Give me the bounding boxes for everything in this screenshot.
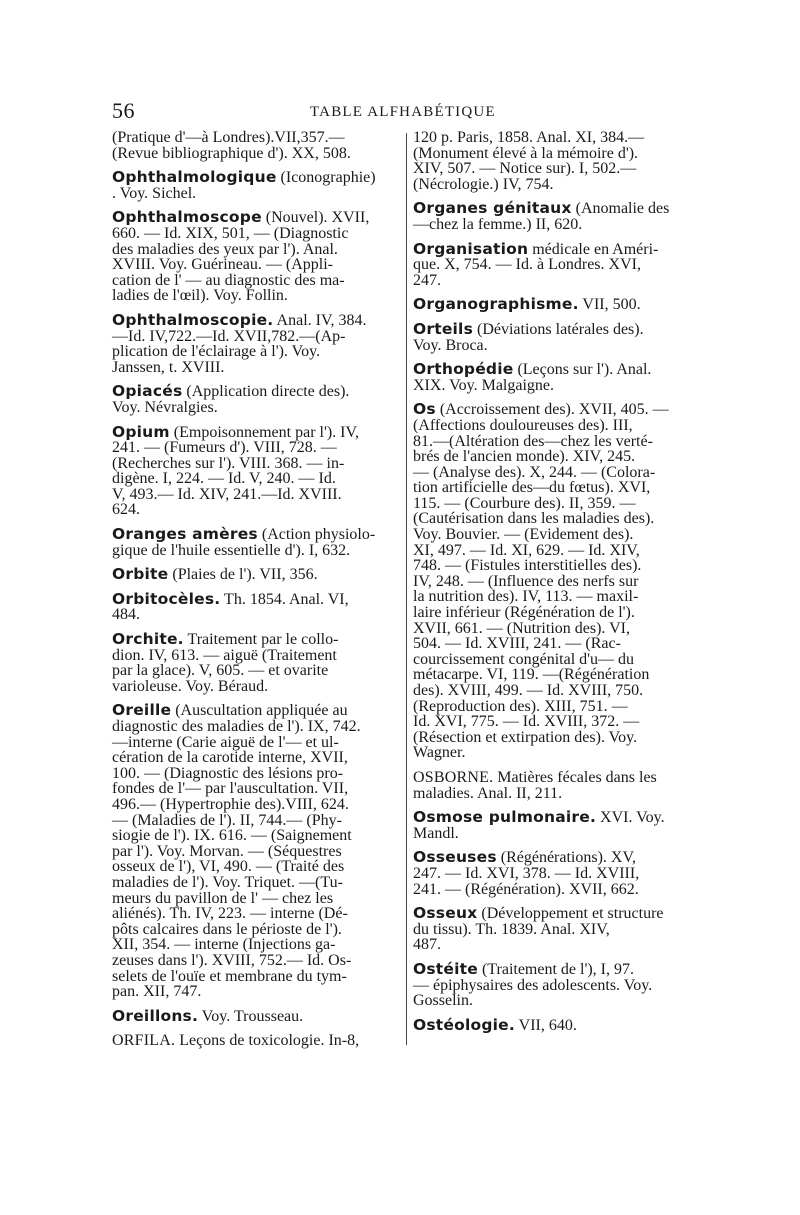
entry-text: plication de l'éclairage à l'). Voy. xyxy=(112,343,321,361)
entry-text: siogie de l'). IX. 616. — (Saignement xyxy=(112,827,352,845)
entry-text: Leçons de toxicologie. In-8, xyxy=(179,1032,360,1050)
entry-line xyxy=(413,786,709,802)
entry-line xyxy=(112,146,404,162)
entry-text: du tissu). Th. 1839. Anal. XIV, xyxy=(413,920,610,938)
entry-text: 484. xyxy=(112,606,140,624)
entry-line xyxy=(112,400,404,416)
index-entry xyxy=(413,810,709,841)
entry-line xyxy=(413,993,709,1009)
entry-line xyxy=(112,937,404,953)
entry-text: Matières fécales dans les xyxy=(497,768,657,786)
entry-headword: Orthopédie xyxy=(413,360,514,379)
entry-text: XI, 497. — Id. XI, 629. — Id. XIV, xyxy=(413,541,640,559)
entry-line xyxy=(413,810,709,826)
entry-headword: Opiacés xyxy=(112,382,183,401)
entry-text: maladies. Anal. II, 211. xyxy=(413,784,563,802)
entry-text: Anal. IV, 384. xyxy=(276,311,367,329)
entry-text: pan. XII, 747. xyxy=(112,983,202,1001)
entry-text: —chez la femme.) II, 620. xyxy=(413,215,583,233)
entry-text: (Nécrologie.) IV, 754. xyxy=(413,175,554,193)
entry-line xyxy=(112,735,404,751)
entry-line xyxy=(413,574,709,590)
entry-text: 115. — (Courbure des). II, 359. — xyxy=(413,494,636,512)
entry-text: Janssen, t. XVIII. xyxy=(112,358,225,376)
entry-line xyxy=(112,922,404,938)
entry-text: — épiphysaires des adolescents. Voy. xyxy=(413,976,653,994)
entry-text: (Action physiolo- xyxy=(261,526,376,544)
entry-text: (Plaies de l'). VII, 356. xyxy=(172,566,318,584)
entry-line xyxy=(112,750,404,766)
entry-text: (Déviations latérales des). xyxy=(477,320,644,338)
entry-text: Voy. Névralgies. xyxy=(112,398,218,416)
entry-headword: Orbitocèles. xyxy=(112,589,221,608)
entry-text: Gosselin. xyxy=(413,992,473,1010)
entry-text: métacarpe. VI, 119. —(Régénération xyxy=(413,666,650,684)
entry-text: brés de l'ancien monde). XIV, 245. xyxy=(413,448,636,466)
entry-line xyxy=(413,959,709,978)
entry-headword: Opium xyxy=(112,422,170,441)
entry-line xyxy=(112,527,404,543)
entry-line xyxy=(112,953,404,969)
entry-line xyxy=(112,589,404,608)
entry-line xyxy=(112,257,404,273)
entry-line xyxy=(112,288,404,304)
entry-line xyxy=(112,797,404,813)
index-entry xyxy=(413,319,709,354)
entry-line xyxy=(112,607,404,623)
entry-text: Mandl. xyxy=(413,824,459,842)
index-entry xyxy=(413,770,709,801)
entry-text: Traitement par le collo- xyxy=(187,631,339,649)
entry-line xyxy=(112,502,404,518)
entry-text: XIX. Voy. Malgaigne. xyxy=(413,376,555,394)
entry-line xyxy=(112,487,404,503)
entry-line xyxy=(413,922,709,938)
entry-line xyxy=(413,402,709,418)
entry-line xyxy=(112,679,404,695)
entry-line xyxy=(112,384,404,400)
entry-text: 504. — Id. XVIII, 241. — (Rac- xyxy=(413,635,621,653)
entry-text: selets de l'ouïe et membrane du tym- xyxy=(112,967,347,985)
entry-text: XVIII. Voy. Guérineau. — (Appli- xyxy=(112,256,333,274)
entry-headword: ORFILA. xyxy=(112,1032,176,1050)
entry-text: 100. — (Diagnostic des lésions pro- xyxy=(112,764,344,782)
entry-headword: Organes génitaux xyxy=(413,199,572,218)
entry-text: (Recherches sur l'). VIII. 368. — in- xyxy=(112,454,345,472)
entry-line xyxy=(112,242,404,258)
entry-line xyxy=(112,906,404,922)
entry-text: courcissement congénital d'u— du xyxy=(413,650,635,668)
entry-headword: Osmose pulmonaire. xyxy=(413,808,597,827)
entry-line xyxy=(413,699,709,715)
entry-text: des). XVIII, 499. — Id. XVIII, 750. xyxy=(413,682,644,699)
entry-text: 247. xyxy=(413,271,441,289)
entry-text: laire inférieur (Régénération de l'). xyxy=(413,604,635,622)
index-entry xyxy=(112,170,404,201)
entry-line xyxy=(112,719,404,735)
entry-text: zeuses dans l'). XVIII, 752.— Id. Os- xyxy=(112,951,352,969)
entry-line xyxy=(413,146,709,162)
entry-text: Voy. Bouvier. — (Evidement des). xyxy=(413,526,634,544)
entry-text: que. X, 754. — Id. à Londres. XVI, xyxy=(413,256,641,274)
entry-line xyxy=(112,891,404,907)
index-entry xyxy=(413,402,709,761)
entry-line xyxy=(413,826,709,842)
index-entry xyxy=(413,850,709,897)
entry-text: (Traitement de l'), I, 97. xyxy=(481,960,635,978)
entry-text: (Application directe des). xyxy=(186,383,350,401)
entry-line xyxy=(112,471,404,487)
entry-line xyxy=(112,543,404,559)
entry-line xyxy=(413,378,709,394)
entry-line xyxy=(413,667,709,683)
entry-line xyxy=(413,1015,709,1034)
entry-text: cération de la carotide interne, XVII, xyxy=(112,749,348,767)
entry-text: dion. IV, 613. — aiguë (Traitement xyxy=(112,646,337,664)
entry-line xyxy=(413,496,709,512)
entry-line xyxy=(413,770,709,786)
index-entry xyxy=(112,632,404,694)
entry-line xyxy=(413,589,709,605)
entry-line xyxy=(112,703,404,719)
entry-line xyxy=(413,683,709,699)
entry-line xyxy=(413,338,709,354)
entry-line xyxy=(413,621,709,637)
page-number: 56 xyxy=(112,98,135,123)
entry-line xyxy=(112,170,404,186)
entry-line xyxy=(413,201,709,217)
entry-text: (Iconographie) xyxy=(280,169,376,187)
entry-text: — (Maladies de l'). II, 744.— (Phy- xyxy=(112,811,342,829)
entry-line xyxy=(112,226,404,242)
entry-text: par l'). Voy. Morvan. — (Séquestres xyxy=(112,842,342,860)
index-entry xyxy=(413,362,709,393)
entry-line xyxy=(413,866,709,882)
entry-headword: Oreille xyxy=(112,701,172,720)
entry-text: Voy. Trousseau. xyxy=(201,1007,304,1025)
entry-headword: Ophthalmologique xyxy=(112,168,277,187)
entry-text: (Cautérisation dans les maladies des). xyxy=(413,510,655,528)
entry-text: VII, 500. xyxy=(582,296,641,314)
entry-line xyxy=(112,632,404,648)
entry-text: (Nouvel). XVII, xyxy=(265,209,370,227)
entry-line xyxy=(413,161,709,177)
entry-text: (Anomalie des xyxy=(575,200,670,218)
entry-text: (Revue bibliographique d'). XX, 508. xyxy=(112,144,351,162)
entry-headword: Organographisme. xyxy=(413,295,579,314)
right-column xyxy=(413,130,709,1042)
entry-line xyxy=(112,273,404,289)
entry-text: meurs du pavillon de l' — chez les xyxy=(112,889,334,907)
entry-line xyxy=(413,543,709,559)
entry-line xyxy=(112,440,404,456)
entry-line xyxy=(112,310,404,329)
entry-text: V, 493.— Id. XIV, 241.—Id. XVIII. xyxy=(112,485,342,503)
entry-line xyxy=(112,360,404,376)
entry-text: par la glace). V, 605. — et ovarite xyxy=(112,662,329,680)
entry-line xyxy=(413,418,709,434)
entry-headword: Oreillons. xyxy=(112,1006,199,1025)
entry-text: médicale en Améri- xyxy=(532,240,659,258)
entry-text: maladies de l'). Voy. Triquet. —(Tu- xyxy=(112,873,343,891)
entry-text: XIV, 507. — Notice sur). I, 502.— xyxy=(413,160,637,178)
entry-line xyxy=(112,859,404,875)
entry-text: 624. xyxy=(112,501,140,519)
entry-text: —Id. IV,722.—Id. XVII,782.—(Ap- xyxy=(112,327,346,345)
entry-line xyxy=(413,745,709,761)
entry-line xyxy=(413,558,709,574)
entry-line xyxy=(112,813,404,829)
entry-headword: Osseuses xyxy=(413,848,497,867)
entry-text: (Régénérations). XV, xyxy=(500,849,636,867)
entry-text: 748. — (Fistules interstitielles des). xyxy=(413,557,642,575)
entry-text: la nutrition des). IV, 113. — maxil- xyxy=(413,588,639,606)
entry-line xyxy=(112,567,404,583)
entry-text: (Auscultation appliquée au xyxy=(175,702,348,720)
index-entry xyxy=(112,703,404,999)
entry-text: IV, 248. — (Influence des nerfs sur xyxy=(413,572,639,590)
entry-text: tion artificielle des—du fœtus). XVI, xyxy=(413,479,651,497)
entry-line xyxy=(413,652,709,668)
index-entry xyxy=(112,422,404,519)
entry-text: —interne (Carie aiguë de l'— et ul- xyxy=(112,733,339,751)
entry-line xyxy=(413,605,709,621)
entry-headword: Orbite xyxy=(112,565,169,584)
entry-text: aliénés). Th. IV, 223. — interne (Dé- xyxy=(112,905,348,923)
entry-line xyxy=(413,906,709,922)
entry-text: 81.—(Altération des—chez les verté- xyxy=(413,432,653,450)
entry-line xyxy=(112,969,404,985)
entry-text: Id. XVI, 775. — Id. XVIII, 372. — xyxy=(413,713,640,731)
index-entry xyxy=(413,239,709,289)
running-head: TABLE ALFHABÉTIQUE xyxy=(310,104,496,120)
entry-text: 660. — Id. XIX, 501, — (Diagnostic xyxy=(112,224,349,242)
entry-headword: Ostéologie. xyxy=(413,1015,515,1034)
entry-line xyxy=(413,434,709,450)
entry-text: Voy. Broca. xyxy=(413,336,488,354)
index-entry xyxy=(413,959,709,1010)
entry-line xyxy=(112,422,404,441)
entry-text: (Affections douloureuses des). III, xyxy=(413,416,633,434)
entry-line xyxy=(112,130,404,146)
index-entry xyxy=(112,1006,404,1025)
entry-headword: Ophthalmoscopie. xyxy=(112,310,274,329)
entry-line xyxy=(112,844,404,860)
entry-text: 241. — (Fumeurs d'). VIII, 728. — xyxy=(112,439,337,457)
entry-line xyxy=(413,527,709,543)
entry-text: XVI. Voy. xyxy=(600,809,665,827)
entry-text: (Reproduction des). XIII, 751. — xyxy=(413,697,628,715)
entry-line xyxy=(413,257,709,273)
entry-line xyxy=(413,130,709,146)
entry-text: digène. I, 224. — Id. V, 240. — Id. xyxy=(112,470,336,488)
entry-text: fondes de l'— par l'auscultation. VII, xyxy=(112,780,349,798)
entry-line xyxy=(112,456,404,472)
entry-line xyxy=(413,319,709,338)
index-entry xyxy=(112,1033,404,1049)
entry-line xyxy=(112,186,404,202)
entry-line xyxy=(112,875,404,891)
entry-line xyxy=(112,781,404,797)
column-divider xyxy=(406,133,407,1045)
index-entry xyxy=(413,297,709,313)
entry-line xyxy=(413,511,709,527)
entry-line xyxy=(413,730,709,746)
index-entry xyxy=(112,384,404,415)
entry-line xyxy=(112,648,404,664)
entry-line xyxy=(413,480,709,496)
index-entry xyxy=(413,1015,709,1034)
entry-headword: Orchite. xyxy=(112,630,184,649)
entry-headword: Osseux xyxy=(413,904,478,923)
entry-line xyxy=(112,984,404,1000)
entry-line xyxy=(112,329,404,345)
entry-line xyxy=(112,1033,404,1049)
entry-text: 120 p. Paris, 1858. Anal. XI, 384.— xyxy=(413,129,645,146)
entry-text: 496.— (Hypertrophie des).VIII, 624. xyxy=(112,795,349,813)
entry-headword: Os xyxy=(413,400,436,419)
entry-text: 247. — Id. XVI, 378. — Id. XVIII, xyxy=(413,864,640,882)
entry-line xyxy=(413,297,709,313)
entry-line xyxy=(413,362,709,378)
entry-line xyxy=(413,850,709,866)
entry-text: ladies de l'œil). Voy. Follin. xyxy=(112,287,288,305)
entry-line xyxy=(413,465,709,481)
entry-headword: OSBORNE. xyxy=(413,768,494,786)
entry-text: 241. — (Régénération). XVII, 662. xyxy=(413,880,639,898)
entry-line xyxy=(413,882,709,898)
entry-headword: Ostéite xyxy=(413,959,478,978)
entry-line xyxy=(413,714,709,730)
index-entry xyxy=(112,567,404,583)
entry-text: cation de l' — au diagnostic des ma- xyxy=(112,271,345,289)
entry-headword: Oranges amères xyxy=(112,525,258,544)
entry-line xyxy=(413,239,709,258)
entry-text: gique de l'huile essentielle d'). I, 632. xyxy=(112,541,351,559)
entry-text: Wagner. xyxy=(413,744,466,762)
entry-text: (Leçons sur l'). Anal. xyxy=(517,361,652,379)
entry-headword: Organisation xyxy=(413,239,529,258)
entry-line xyxy=(413,449,709,465)
entry-text: diagnostic des maladies de l'). IX, 742. xyxy=(112,718,361,735)
left-column xyxy=(112,130,404,1058)
entry-line xyxy=(413,177,709,193)
entry-text: osseux de l'), VI, 490. — (Traité des xyxy=(112,858,345,876)
entry-text: . Voy. Sichel. xyxy=(112,184,197,202)
entry-line xyxy=(112,210,404,226)
entry-text: pôts calcaires dans le périoste de l'). xyxy=(112,920,342,938)
entry-text: Th. 1854. Anal. VI, xyxy=(224,590,349,608)
entry-line xyxy=(413,978,709,994)
entry-text: (Résection et extirpation des). Voy. xyxy=(413,728,638,746)
entry-line xyxy=(413,273,709,289)
entry-line xyxy=(112,828,404,844)
entry-text: (Monument élevé à la mémoire d'). xyxy=(413,144,639,162)
entry-text: XVII, 661. — (Nutrition des). VI, xyxy=(413,619,631,637)
entry-line xyxy=(112,766,404,782)
entry-headword: Orteils xyxy=(413,319,473,338)
index-entry xyxy=(413,201,709,232)
index-entry xyxy=(413,130,709,192)
entry-line xyxy=(413,937,709,953)
index-entry xyxy=(112,130,404,161)
index-entry xyxy=(112,310,404,376)
entry-line xyxy=(413,217,709,233)
entry-text: 487. xyxy=(413,936,441,954)
entry-text: — (Analyse des). X, 244. — (Colora- xyxy=(413,463,656,481)
entry-line xyxy=(112,344,404,360)
entry-text: (Empoisonnement par l'). IV, xyxy=(173,423,359,441)
entry-line xyxy=(112,1006,404,1025)
entry-text: (Développement et structure xyxy=(481,905,664,923)
entry-text: varioleuse. Voy. Béraud. xyxy=(112,677,269,695)
entry-text: VII, 640. xyxy=(518,1016,577,1034)
entry-line xyxy=(413,636,709,652)
entry-text: (Pratique d'—à Londres).VII,357.— xyxy=(112,129,345,146)
entry-line xyxy=(112,663,404,679)
entry-headword: Ophthalmoscope xyxy=(112,208,262,227)
entry-text: (Accroissement des). XVII, 405. — xyxy=(439,401,669,419)
entry-text: XII, 354. — interne (Injections ga- xyxy=(112,936,336,954)
index-entry xyxy=(112,589,404,624)
index-entry xyxy=(112,210,404,304)
entry-text: des maladies des yeux par l'). Anal. xyxy=(112,240,338,258)
index-entry xyxy=(112,527,404,558)
index-entry xyxy=(413,906,709,953)
